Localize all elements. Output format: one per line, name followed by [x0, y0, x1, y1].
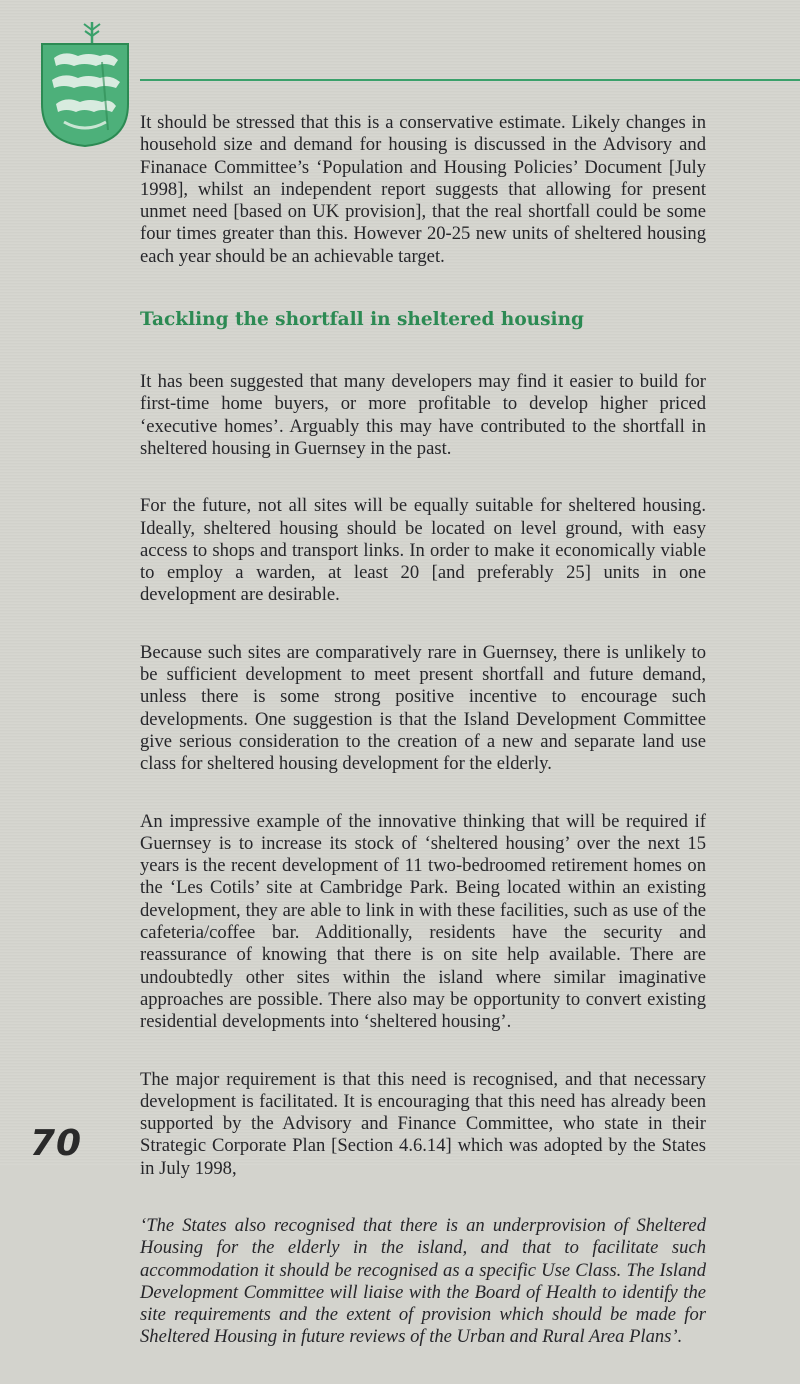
main-content: [140, 112, 706, 1384]
paragraph: It should be stressed that this is a conservative estimate. Likely changes in household size and demand for housing is discussed in the Advisory and Finanace Committee’s ‘Population and Housing Policies’ Document [July 1998], whilst an independent report suggests that allowing for present unmet need [based on UK provision], that the real shortfall could be some four times greater than this. However 20-25 new units of sheltered housing each year should be an achievable target.: [140, 112, 706, 267]
section-heading: Tackling the shortfall in sheltered housing: [140, 309, 584, 331]
header-rule: [140, 79, 800, 81]
paragraph: It has been suggested that many developers may find it easier to build for first-time home buyers, or more profitable to develop higher priced ‘executive homes’. Arguably this may have contributed to the shortfall in sheltered housing in Guernsey in the past.: [140, 371, 706, 459]
paragraph: For the future, not all sites will be equally suitable for sheltered housing. Ideally, sheltered housing should be located on level ground, with easy access to shops and transport links. In order to make it economically viable to employ a warden, at least 20 [and preferably 25] units in one development are desirable.: [140, 495, 706, 606]
guernsey-crest-icon: [34, 18, 130, 148]
page-number: 70: [30, 1123, 83, 1164]
paragraph: An impressive example of the innovative thinking that will be required if Guernsey is to increase its stock of ‘sheltered housing’ over the next 15 years is the recent development of 11 two-bedroomed retirement homes on the ‘Les Cotils’ site at Cambridge Park. Being located within an existing development, they are able to link in with these facilities, such as use of the cafeteria/coffee bar. Additionally, residents have the security and reassurance of knowing that there is on site help available. There are undoubtedly other sites within the island where similar imaginative approaches are possible. There also may be opportunity to convert existing residential developments into ‘sheltered housing’.: [140, 810, 706, 1033]
quote-paragraph: ‘The States also recognised that there is an underprovision of Sheltered Housing for the elderly in the island, and that to facilitate such accommodation it should be recognised as a specific Use Class. The Island Development Committee will liaise with the Board of Health to identify the site requirements and the extent of provision which should be made for Sheltered Housing in future reviews of the Urban and Rural Area Plans’.: [140, 1214, 706, 1348]
paragraph: Because such sites are comparatively rare in Guernsey, there is unlikely to be sufficient development to meet present shortfall and future demand, unless there is some strong positive incentive to encourage such developments. One suggestion is that the Island Development Committee give serious consideration to the creation of a new and separate land use class for sheltered housing development for the elderly.: [140, 641, 706, 775]
paragraph: The major requirement is that this need is recognised, and that necessary development is facilitated. It is encouraging that this need has already been supported by the Advisory and Finance Committee, who state in their Strategic Corporate Plan [Section 4.6.14] which was adopted by the States in July 1998,: [140, 1068, 706, 1179]
